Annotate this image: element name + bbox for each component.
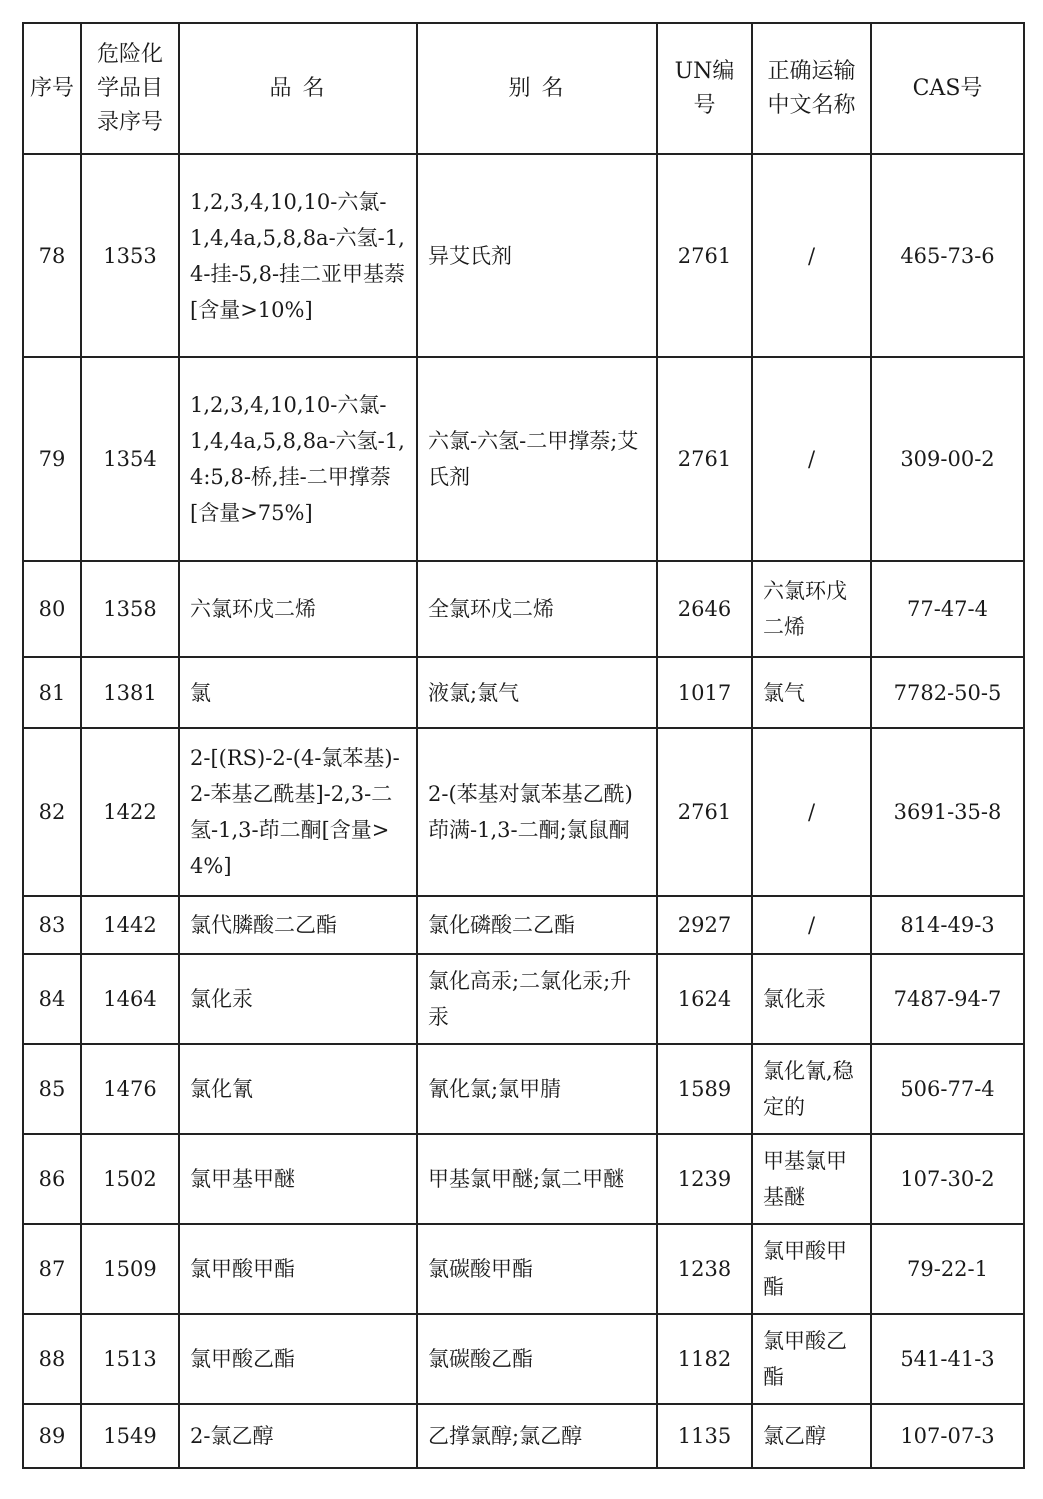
cell-cas: 506-77-4 — [871, 1044, 1024, 1134]
header-un: UN编号 — [657, 23, 752, 154]
cell-un: 1589 — [657, 1044, 752, 1134]
cell-catalog: 1358 — [81, 561, 179, 657]
cell-cas: 541-41-3 — [871, 1314, 1024, 1404]
table-row — [23, 896, 1024, 954]
cell-seq: 86 — [23, 1134, 81, 1224]
cell-seq: 81 — [23, 657, 81, 728]
cell-ship-name: 甲基氯甲基醚 — [752, 1134, 871, 1224]
header-seq: 序号 — [23, 23, 81, 154]
table-row — [23, 1404, 1024, 1468]
cell-un: 1182 — [657, 1314, 752, 1404]
cell-alias: 乙撑氯醇;氯乙醇 — [417, 1404, 657, 1468]
cell-alias: 氯碳酸乙酯 — [417, 1314, 657, 1404]
cell-name: 氯化氰 — [179, 1044, 417, 1134]
cell-ship-name: / — [752, 896, 871, 954]
cell-catalog: 1422 — [81, 728, 179, 896]
cell-name: 氯甲基甲醚 — [179, 1134, 417, 1224]
cell-cas: 77-47-4 — [871, 561, 1024, 657]
cell-alias: 2-(苯基对氯苯基乙酰)茚满-1,3-二酮;氯鼠酮 — [417, 728, 657, 896]
cell-seq: 79 — [23, 357, 81, 561]
header-alias: 别 名 — [417, 23, 657, 154]
cell-name: 1,2,3,4,10,10-六氯-1,4,4a,5,8,8a-六氢-1,4-挂-5,8-挂二亚甲基萘[含量>10%] — [179, 154, 417, 357]
cell-catalog: 1353 — [81, 154, 179, 357]
cell-ship-name: 氯甲酸乙酯 — [752, 1314, 871, 1404]
cell-name: 氯甲酸乙酯 — [179, 1314, 417, 1404]
cell-cas: 309-00-2 — [871, 357, 1024, 561]
cell-cas: 465-73-6 — [871, 154, 1024, 357]
cell-catalog: 1549 — [81, 1404, 179, 1468]
cell-un: 2761 — [657, 728, 752, 896]
cell-name: 2-[(RS)-2-(4-氯苯基)-2-苯基乙酰基]-2,3-二氢-1,3-茚二酮[含量>4%] — [179, 728, 417, 896]
table-row — [23, 1044, 1024, 1134]
header-ship-name: 正确运输中文名称 — [752, 23, 871, 154]
table-row — [23, 657, 1024, 728]
cell-un: 1624 — [657, 954, 752, 1044]
cell-seq: 78 — [23, 154, 81, 357]
cell-ship-name: / — [752, 357, 871, 561]
cell-name: 氯 — [179, 657, 417, 728]
cell-un: 2927 — [657, 896, 752, 954]
cell-ship-name: 氯化氰,稳定的 — [752, 1044, 871, 1134]
cell-un: 2646 — [657, 561, 752, 657]
table-row — [23, 357, 1024, 561]
cell-catalog: 1442 — [81, 896, 179, 954]
table-row — [23, 561, 1024, 657]
cell-catalog: 1502 — [81, 1134, 179, 1224]
table-row — [23, 954, 1024, 1044]
cell-name: 氯甲酸甲酯 — [179, 1224, 417, 1314]
cell-un: 1239 — [657, 1134, 752, 1224]
cell-alias: 全氯环戊二烯 — [417, 561, 657, 657]
header-cas: CAS号 — [871, 23, 1024, 154]
cell-seq: 87 — [23, 1224, 81, 1314]
cell-un: 1135 — [657, 1404, 752, 1468]
cell-seq: 85 — [23, 1044, 81, 1134]
cell-ship-name: / — [752, 728, 871, 896]
table-row — [23, 1134, 1024, 1224]
cell-cas: 7487-94-7 — [871, 954, 1024, 1044]
cell-name: 1,2,3,4,10,10-六氯-1,4,4a,5,8,8a-六氢-1,4:5,8-桥,挂-二甲撑萘[含量>75%] — [179, 357, 417, 561]
cell-cas: 7782-50-5 — [871, 657, 1024, 728]
cell-name: 氯代膦酸二乙酯 — [179, 896, 417, 954]
cell-alias: 六氯-六氢-二甲撑萘;艾氏剂 — [417, 357, 657, 561]
header-row — [23, 23, 1024, 154]
cell-catalog: 1381 — [81, 657, 179, 728]
cell-cas: 107-07-3 — [871, 1404, 1024, 1468]
cell-name: 氯化汞 — [179, 954, 417, 1044]
cell-catalog: 1464 — [81, 954, 179, 1044]
cell-seq: 88 — [23, 1314, 81, 1404]
cell-seq: 84 — [23, 954, 81, 1044]
cell-alias: 氯化高汞;二氯化汞;升汞 — [417, 954, 657, 1044]
cell-alias: 氰化氯;氯甲腈 — [417, 1044, 657, 1134]
cell-ship-name: 氯甲酸甲酯 — [752, 1224, 871, 1314]
cell-seq: 80 — [23, 561, 81, 657]
cell-un: 1238 — [657, 1224, 752, 1314]
hazardous-chemicals-table — [22, 22, 1025, 1469]
cell-un: 2761 — [657, 154, 752, 357]
cell-ship-name: 氯化汞 — [752, 954, 871, 1044]
cell-seq: 82 — [23, 728, 81, 896]
header-name: 品 名 — [179, 23, 417, 154]
header-catalog: 危险化学品目录序号 — [81, 23, 179, 154]
cell-cas: 79-22-1 — [871, 1224, 1024, 1314]
cell-un: 1017 — [657, 657, 752, 728]
table-row — [23, 728, 1024, 896]
cell-alias: 氯化磷酸二乙酯 — [417, 896, 657, 954]
table-row — [23, 1224, 1024, 1314]
cell-seq: 89 — [23, 1404, 81, 1468]
cell-alias: 异艾氏剂 — [417, 154, 657, 357]
cell-alias: 甲基氯甲醚;氯二甲醚 — [417, 1134, 657, 1224]
cell-cas: 814-49-3 — [871, 896, 1024, 954]
cell-ship-name: 氯乙醇 — [752, 1404, 871, 1468]
cell-catalog: 1476 — [81, 1044, 179, 1134]
cell-name: 2-氯乙醇 — [179, 1404, 417, 1468]
table-row — [23, 1314, 1024, 1404]
cell-un: 2761 — [657, 357, 752, 561]
cell-cas: 3691-35-8 — [871, 728, 1024, 896]
cell-catalog: 1509 — [81, 1224, 179, 1314]
cell-ship-name: / — [752, 154, 871, 357]
cell-ship-name: 六氯环戊二烯 — [752, 561, 871, 657]
cell-catalog: 1513 — [81, 1314, 179, 1404]
cell-name: 六氯环戊二烯 — [179, 561, 417, 657]
cell-seq: 83 — [23, 896, 81, 954]
table-row — [23, 154, 1024, 357]
cell-catalog: 1354 — [81, 357, 179, 561]
cell-alias: 液氯;氯气 — [417, 657, 657, 728]
cell-cas: 107-30-2 — [871, 1134, 1024, 1224]
cell-ship-name: 氯气 — [752, 657, 871, 728]
cell-alias: 氯碳酸甲酯 — [417, 1224, 657, 1314]
